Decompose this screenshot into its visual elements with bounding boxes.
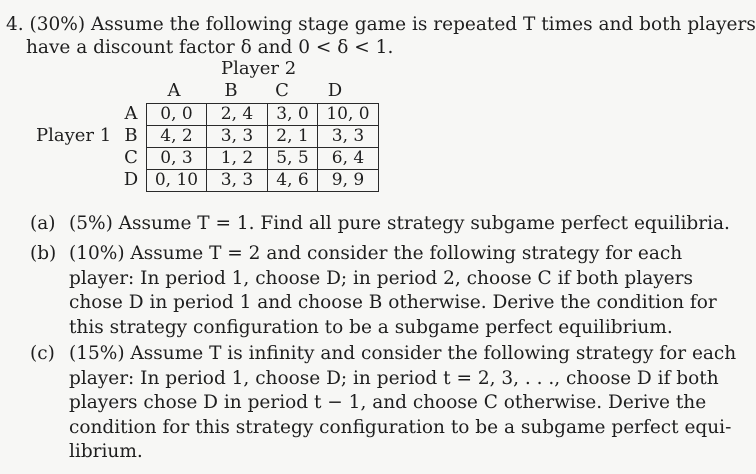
part-c-line: player: In period 1, choose D; in period t = 2, 3, . . ., choose D if both — [69, 367, 719, 389]
payoff-cell: 1, 2 — [207, 148, 268, 170]
payoff-cell: 3, 3 — [207, 170, 268, 192]
payoff-matrix — [146, 103, 379, 192]
part-b-line: player: In period 1, choose D; in period 2, choose C if both players — [69, 267, 693, 289]
col-header-b: B — [224, 80, 238, 101]
part-c-line: (15%) Assume T is infinity and consider the following strategy for each — [69, 343, 737, 364]
payoff-cell: 0, 0 — [147, 104, 207, 126]
payoff-cell: 4, 2 — [147, 126, 207, 148]
payoff-cell: 2, 4 — [207, 104, 268, 126]
payoff-cell: 0, 3 — [147, 148, 207, 170]
part-c-label: (c) — [30, 343, 55, 364]
col-header-c: C — [275, 80, 289, 101]
part-c-text — [69, 342, 737, 465]
part-b-line: chose D in period 1 and choose B otherwise. Derive the condition for — [69, 292, 717, 313]
payoff-cell: 9, 9 — [318, 170, 379, 192]
part-b-text — [69, 242, 717, 340]
payoff-cell: 6, 4 — [318, 148, 379, 170]
row-header-a: A — [124, 103, 138, 124]
question-header-line1: 4. (30%) Assume the following stage game is repeated T times and both players — [6, 14, 756, 35]
part-b-line: (10%) Assume T = 2 and consider the following strategy for each — [69, 243, 683, 264]
row-header-c: C — [124, 147, 138, 168]
player2-label: Player 2 — [221, 58, 297, 79]
row-header-d: D — [123, 169, 139, 190]
payoff-cell: 0, 10 — [147, 170, 207, 192]
payoff-row — [147, 148, 379, 170]
payoff-cell: 3, 0 — [268, 104, 318, 126]
part-c-line: condition for this strategy configuration to be a subgame perfect equi- — [69, 416, 732, 438]
payoff-cell: 3, 3 — [318, 126, 379, 148]
part-a-line: (5%) Assume T = 1. Find all pure strategy subgame perfect equilibria. — [69, 213, 730, 234]
col-header-d: D — [327, 80, 343, 101]
row-header-b: B — [124, 125, 138, 146]
payoff-cell: 10, 0 — [318, 104, 379, 126]
part-a-text — [69, 212, 730, 237]
payoff-cell: 5, 5 — [268, 148, 318, 170]
payoff-cell: 3, 3 — [207, 126, 268, 148]
col-header-a: A — [167, 80, 181, 101]
column-headers — [147, 80, 365, 102]
payoff-row — [147, 104, 379, 126]
payoff-row — [147, 126, 379, 148]
part-b-label: (b) — [30, 243, 57, 264]
part-c-line: players chose D in period t − 1, and choose C otherwise. Derive the — [69, 392, 707, 413]
payoff-cell: 2, 1 — [268, 126, 318, 148]
question-header-line2: have a discount factor δ and 0 < δ < 1. — [26, 37, 394, 58]
player1-label: Player 1 — [36, 125, 112, 146]
part-a-label: (a) — [30, 213, 56, 234]
payoff-cell: 4, 6 — [268, 170, 318, 192]
row-headers — [120, 103, 142, 191]
part-c-line: librium. — [69, 441, 143, 462]
part-b-line: this strategy configuration to be a subgame perfect equilibrium. — [69, 316, 673, 338]
payoff-row — [147, 170, 379, 192]
